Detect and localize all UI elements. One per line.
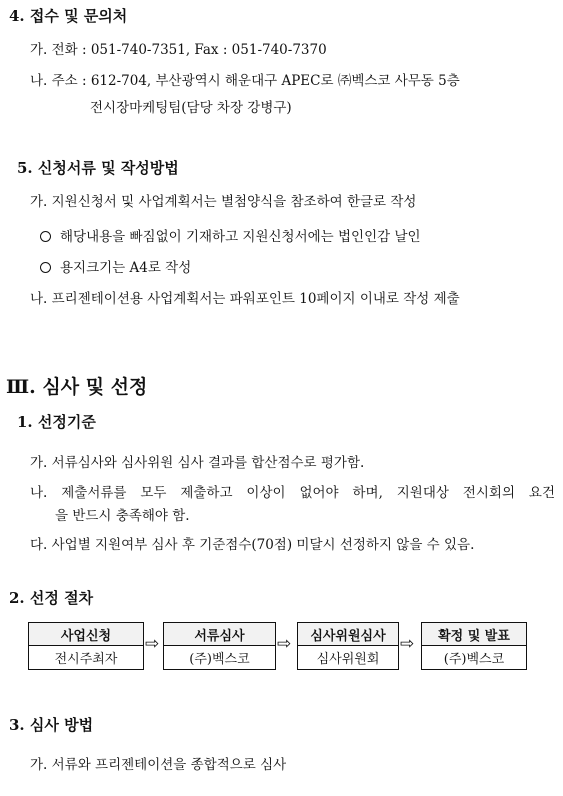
step-1-label: 사업신청 <box>29 623 143 646</box>
chapter-3-title: Ⅲ. 심사 및 선정 <box>6 376 148 398</box>
step-4-actor: (주)벡스코 <box>443 652 505 667</box>
application-bullet-1 <box>40 225 421 245</box>
step-2-label: 서류심사 <box>164 623 275 646</box>
criteria-item-c: 다. 사업별 지원여부 심사 후 기준점수(70점) 미달시 선정하지 않을 수 있음. <box>30 537 475 553</box>
criteria-item-b-line2: 을 반드시 충족해야 함. <box>55 508 190 524</box>
section-5-title: 5. 신청서류 및 작성방법 <box>17 159 179 177</box>
application-bullet-2 <box>40 256 191 276</box>
procedure-title: 2. 선정 절차 <box>9 589 94 607</box>
bullet-2-text: 용지크기는 A4로 작성 <box>60 260 192 276</box>
arrow-right-icon: ⇨ <box>277 634 292 654</box>
bullet-1-text: 해당내용을 빠짐없이 기재하고 지원신청서에는 법인인감 날인 <box>60 229 421 245</box>
criteria-title: 1. 선정기준 <box>17 413 96 431</box>
method-item-a: 가. 서류와 프리젠테이션을 종합적으로 심사 <box>30 757 287 773</box>
procedure-step-2 <box>163 622 276 670</box>
contact-phone: 가. 전화 : 051-740-7351, Fax : 051-740-7370 <box>30 42 327 58</box>
procedure-step-3 <box>297 622 399 670</box>
procedure-step-4 <box>421 622 527 670</box>
step-3-actor: 심사위원회 <box>316 652 380 667</box>
arrow-right-icon: ⇨ <box>400 634 415 654</box>
arrow-right-icon: ⇨ <box>145 634 160 654</box>
step-1-actor: 전시주최자 <box>54 652 118 667</box>
procedure-step-1 <box>28 622 144 670</box>
application-item-a: 가. 지원신청서 및 사업계획서는 별첨양식을 참조하여 한글로 작성 <box>30 194 417 210</box>
section-4-title: 4. 접수 및 문의처 <box>9 7 128 25</box>
step-2-actor: (주)벡스코 <box>189 652 250 667</box>
criteria-item-a: 가. 서류심사와 심사위원 심사 결과를 합산점수로 평가함. <box>30 455 365 471</box>
contact-person: 전시장마케팅팀(담당 차장 강병구) <box>90 100 292 116</box>
step-4-label: 확정 및 발표 <box>422 623 526 646</box>
circle-bullet-icon <box>40 262 51 273</box>
circle-bullet-icon <box>40 231 51 242</box>
application-item-b: 나. 프리젠테이션용 사업계획서는 파워포인트 10페이지 이내로 작성 제출 <box>30 291 460 307</box>
criteria-item-b-line1: 나. 제출서류를 모두 제출하고 이상이 없어야 하며, 지원대상 전시회의 요건 <box>30 485 555 501</box>
method-title: 3. 심사 방법 <box>9 716 94 734</box>
contact-address: 나. 주소 : 612-704, 부산광역시 해운대구 APEC로 ㈜벡스코 사무동 5층 <box>30 73 460 89</box>
step-3-label: 심사위원심사 <box>298 623 398 646</box>
